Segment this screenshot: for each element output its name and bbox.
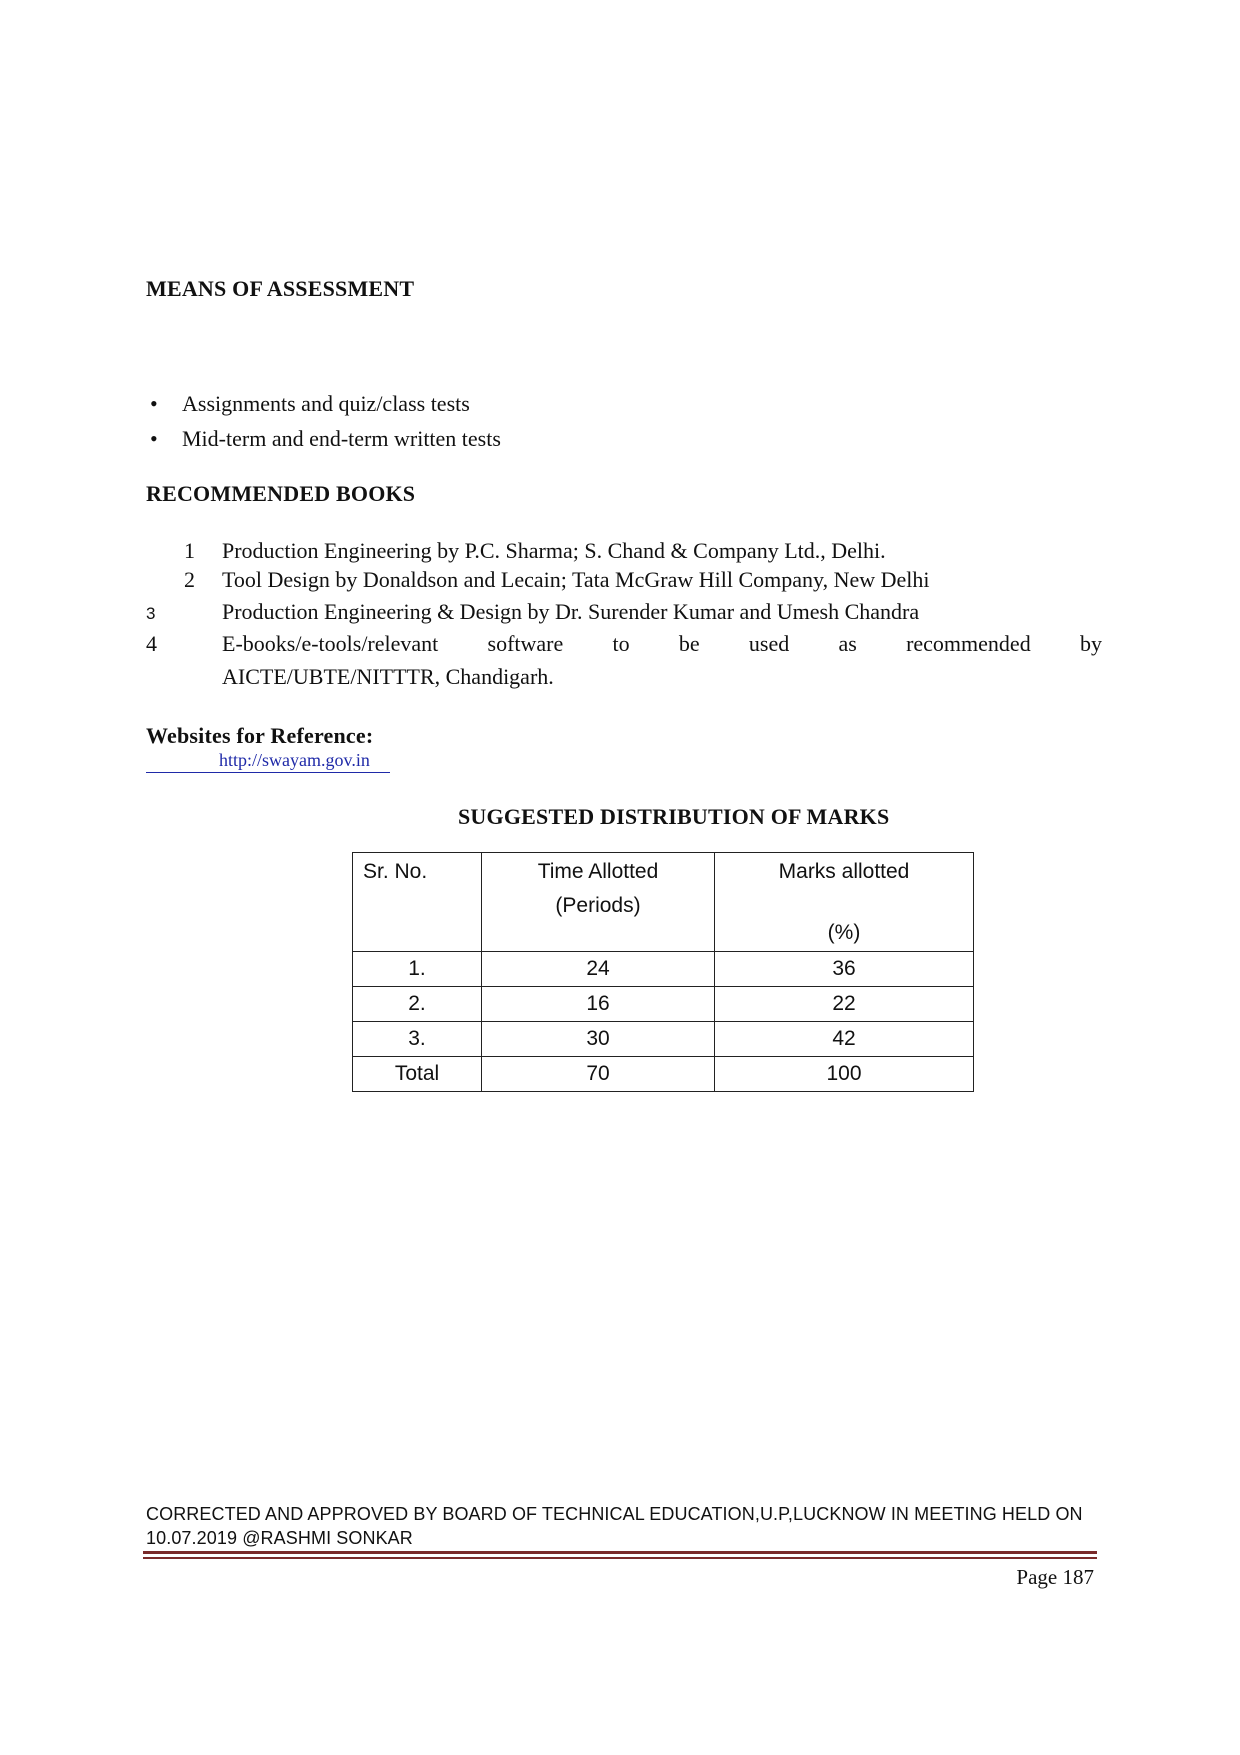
footer-approval-line-2: 10.07.2019 @RASHMI SONKAR (146, 1528, 413, 1548)
table-row (353, 1022, 974, 1057)
marks-title: SUGGESTED DISTRIBUTION OF MARKS (458, 804, 890, 829)
marks-cell: 100 (715, 1057, 974, 1092)
book-item (0, 537, 1240, 567)
book-word: used (748, 631, 790, 656)
book-item (0, 630, 1240, 694)
book-word: to (612, 631, 630, 656)
book-number: 1 (184, 538, 195, 563)
assessment-heading: MEANS OF ASSESSMENT (146, 276, 415, 301)
reference-link-row (146, 750, 390, 773)
bullet-icon: • (150, 391, 158, 416)
footer-divider-thin (143, 1557, 1097, 1559)
book-word: by (1079, 631, 1102, 656)
list-item (150, 386, 501, 421)
table-row (353, 952, 974, 987)
time-cell: 70 (482, 1057, 715, 1092)
time-allotted-label: Time Allotted (537, 860, 659, 883)
marks-cell: 36 (715, 952, 974, 987)
book-number: 4 (146, 631, 157, 656)
sr-no-cell: 2. (353, 987, 482, 1022)
book-number: 3 (146, 604, 156, 623)
marks-allotted-header (715, 853, 974, 952)
book-word: as (838, 631, 857, 656)
assessment-list (150, 386, 501, 456)
book-text: Production Engineering & Design by Dr. Surender Kumar and Umesh Chandra (222, 599, 920, 624)
marks-cell: 42 (715, 1022, 974, 1057)
book-word: E-books/e-tools/relevant (222, 631, 439, 656)
book-text: AICTE/UBTE/NITTTR, Chandigarh. (222, 664, 554, 689)
websites-heading: Websites for Reference: (146, 723, 374, 748)
table-row (353, 987, 974, 1022)
book-number: 2 (184, 567, 195, 592)
book-word: be (678, 631, 700, 656)
table-header-row (353, 853, 974, 952)
time-cell: 16 (482, 987, 715, 1022)
footer-divider (143, 1551, 1097, 1554)
sr-no-cell: 3. (353, 1022, 482, 1057)
sr-no-cell: 1. (353, 952, 482, 987)
bullet-icon: • (150, 426, 158, 451)
sr-no-header: Sr. No. (353, 853, 482, 952)
marks-table (352, 852, 974, 1092)
book-word: software (487, 631, 564, 656)
time-cell: 24 (482, 952, 715, 987)
marks-allotted-label: Marks allotted (778, 860, 910, 883)
book-text-line (222, 630, 1102, 658)
list-item-text: Assignments and quiz/class tests (182, 391, 470, 416)
time-allotted-unit: (Periods) (555, 894, 641, 917)
book-text: Tool Design by Donaldson and Lecain; Tata McGraw Hill Company, New Delhi (222, 567, 930, 592)
marks-cell: 22 (715, 987, 974, 1022)
book-item (0, 566, 1240, 596)
footer-approval-line-1: CORRECTED AND APPROVED BY BOARD OF TECHNICAL EDUCATION,U.P,LUCKNOW IN MEETING HELD ON (146, 1504, 1083, 1524)
book-word: recommended (906, 631, 1031, 656)
marks-allotted-unit: (%) (827, 921, 861, 944)
sr-no-cell: Total (353, 1057, 482, 1092)
book-text: Production Engineering by P.C. Sharma; S. Chand & Company Ltd., Delhi. (222, 538, 886, 563)
list-item-text: Mid-term and end-term written tests (182, 426, 501, 451)
time-allotted-header (482, 853, 715, 952)
book-item (0, 598, 1240, 628)
table-total-row (353, 1057, 974, 1092)
books-heading: RECOMMENDED BOOKS (146, 481, 416, 506)
time-cell: 30 (482, 1022, 715, 1057)
page-number: Page 187 (1016, 1565, 1094, 1589)
list-item (150, 421, 501, 456)
reference-link[interactable]: http://swayam.gov.in (219, 750, 370, 770)
